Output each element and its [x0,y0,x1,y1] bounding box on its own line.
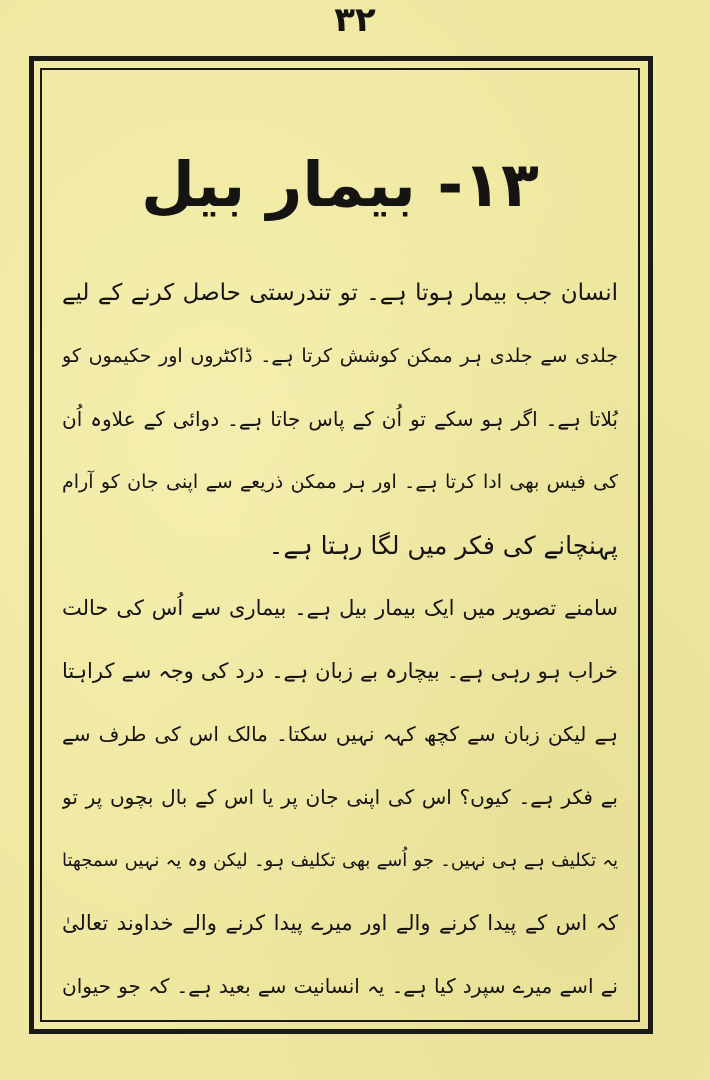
page-number: ۳۲ [334,0,376,40]
text-line: انسان جب بیمار ہوتا ہے۔ تو تندرستی حاصل کرنے کے لیے [62,280,618,306]
text-line: جلدی سے جلدی ہر ممکن کوشش کرتا ہے۔ ڈاکٹروں اور حکیموں کو [62,345,618,367]
paragraph-1 [62,262,618,577]
text-line: خراب ہو رہی ہے۔ بیچارہ بے زبان ہے۔ درد کی وجہ سے کراہتا [62,659,618,683]
text-line: سامنے تصویر میں ایک بیمار بیل ہے۔ بیماری سے اُس کی حالت [62,596,618,620]
text-line: بے فکر ہے۔ کیوں؟ اس کی اپنی جان پر یا اس کے بال بچوں پر تو [62,785,618,809]
chapter-heading: ۱۳- بیمار بیل [141,148,539,221]
text-line: نے اسے میرے سپرد کیا ہے۔ یہ انسانیت سے بعید ہے۔ کہ جو حیوان [62,974,618,998]
text-line: بُلاتا ہے۔ اگر ہو سکے تو اُن کے پاس جاتا ہے۔ دوائی کے علاوہ اُن [62,407,618,431]
paragraph-2 [62,577,618,1018]
text-line: کہ اس کے پیدا کرنے والے اور میرے پیدا کرنے والے خداوند تعالیٰ [62,911,618,935]
text-line: کی فیس بھی ادا کرتا ہے۔ اور ہر ممکن ذریعے سے اپنی جان کو آرام [62,471,618,493]
text-line: یہ تکلیف ہے ہی نہیں۔ جو اُسے بھی تکلیف ہو۔ لیکن وہ یہ نہیں سمجھتا [62,850,618,871]
text-line: ہے لیکن زبان سے کچھ کہہ نہیں سکتا۔ مالک اس کی طرف سے [62,722,618,746]
text-line: پہنچانے کی فکر میں لگا رہتا ہے۔ [268,531,618,560]
body-text [62,262,618,1018]
